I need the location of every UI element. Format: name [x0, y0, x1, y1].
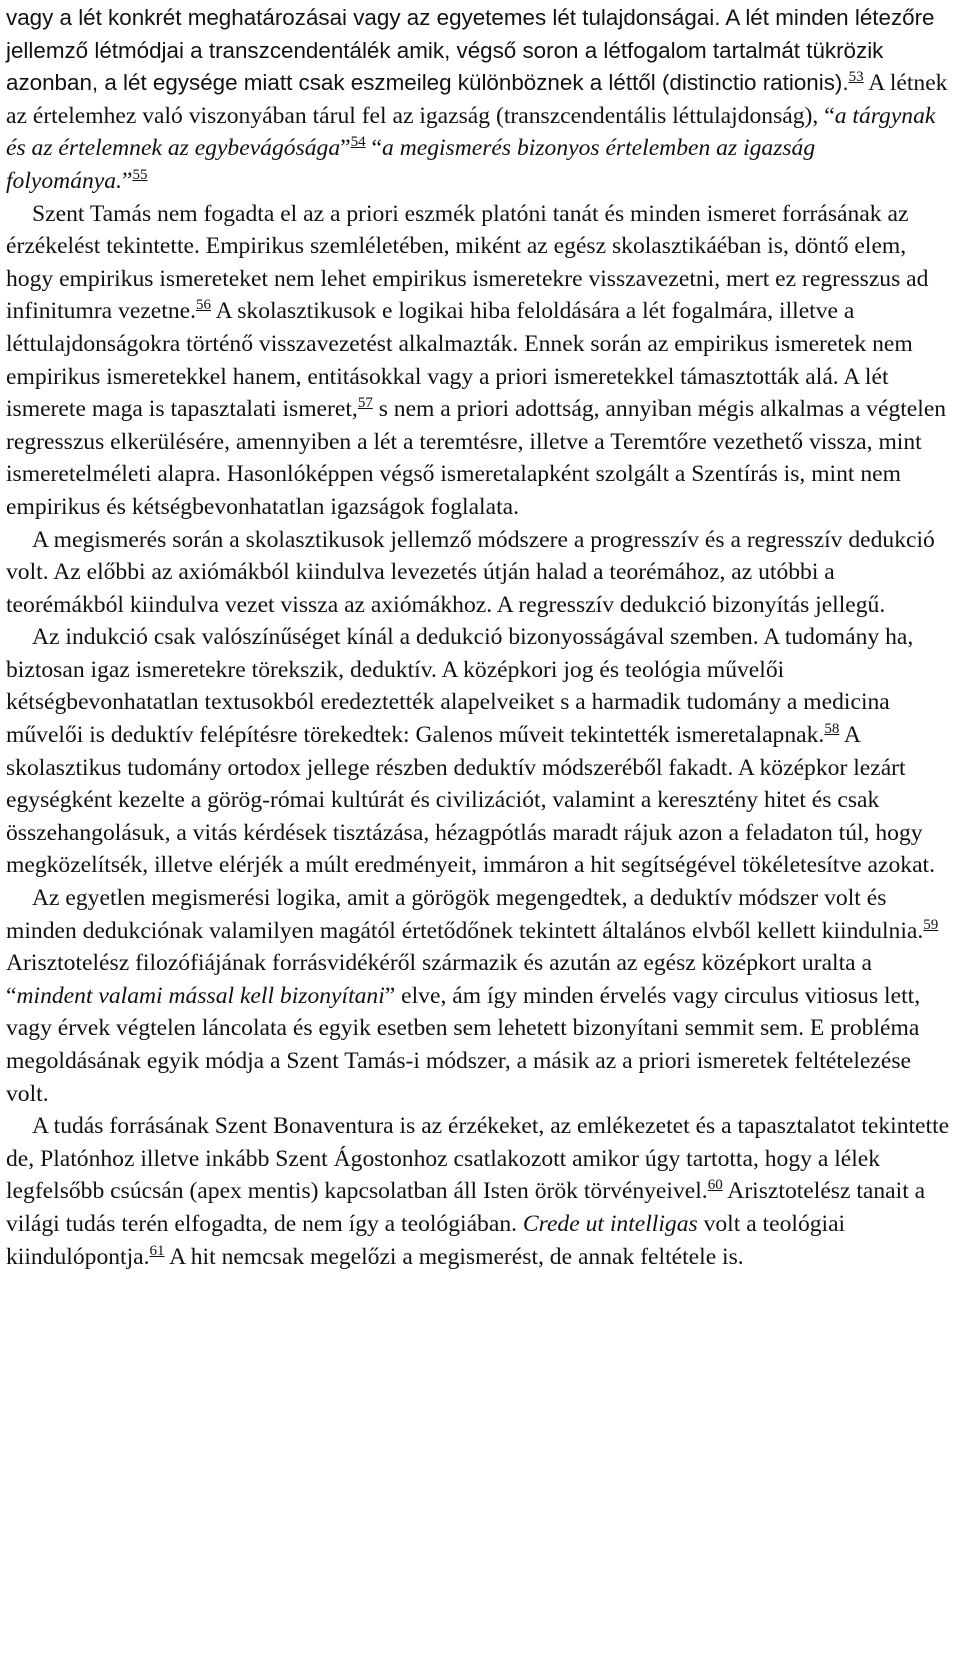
text-run: A tudás forrásának Szent Bonaventura is az érzékeket, az emlékezetet és a tapasztalatot tekintette de, Platónhoz illetve inkább Szent Ágostonhoz csatlakozott amikor úgy tartotta, hogy a lélek legfelsőbb csúcsán (apex mentis) kapcsolatban áll Isten örök törvényeivel.: [6, 1113, 950, 1205]
text-run: A skolasztikus tudomány ortodox jellege részben deduktív módszeréből fakadt. A középkor lezárt egységként kezelte a görög-római kultúrát és civilizációt, valamint a keresztény hitet és csak összehangolásuk, a vitás kérdések tisztázása, hézagpótlás maradt rájuk azon a feladaton túl, hogy megközelítsék, illetve elérjék a múlt eredményeit, immáron a hit segítségével tökéletesítve azokat.: [6, 722, 935, 879]
text-run: s nem a priori adottság, annyiban mégis alkalmas a végtelen regresszus elkerülésére, amennyiben a lét a teremtésre, illetve a Teremtőre vezethető vissza, mint ismeretelméleti alapra. Hasonlóképpen végső ismeretalapként szolgált a Szentírás is, mint nem empirikus és kétségbevonhatatlan igazságok foglalata.: [6, 396, 947, 520]
footnote-ref-57[interactable]: 57: [357, 395, 373, 412]
paragraph: [6, 524, 952, 622]
footnote-ref-59[interactable]: 59: [923, 916, 939, 933]
italic-quote: a tárgynak és az értelemnek az egybevágósága: [6, 102, 936, 162]
paragraph: [6, 1110, 952, 1273]
text-run: Arisztotelész tanait a világi tudás terén elfogadta, de nem így a teológiában.: [6, 1178, 926, 1237]
footnote-ref-55[interactable]: 55: [132, 166, 148, 183]
text-run: A hit nemcsak megelőzi a megismerést, de annak feltétele is.: [164, 1243, 744, 1270]
text-run: vagy a lét konkrét meghatározásai vagy az egyetemes lét tulajdonságai. A lét minden létezőre jellemző létmódjai a transzcendentálék amik, végső soron a létfogalom tartalmát tükrözik azonban, a lét egysége miatt csak eszmeileg különböznek a léttől (distinctio rationis).: [6, 5, 935, 96]
footnote-ref-58[interactable]: 58: [824, 721, 840, 738]
text-run: A létnek az értelemhez való viszonyában tárul fel az igazság (transzcendentális léttulajdonság), “: [6, 70, 948, 129]
paragraph: [6, 2, 952, 198]
text-run: ” elve, ám így minden érvelés vagy circulus vitiosus lett, vagy érvek végtelen láncolata és egyik esetben sem lehetett bizonyítani semmit sem. E probléma megoldásának egyik módja a Szent Tamás-i módszer, a másik az a priori ismeretek feltételezése volt.: [6, 982, 921, 1107]
text-run: A skolasztikusok e logikai hiba feloldására a lét fogalmára, illetve a léttulajdonságokra történő visszavezetést alkalmazták. Ennek során az empirikus ismeretek nem empirikus ismeretekkel hanem, entitásokkal vagy a priori ismeretekkel támasztották alá. A lét ismerete maga is tapasztalati ismeret,: [6, 298, 913, 423]
text-run: Az indukció csak valószínűséget kínál a dedukció bizonyosságával szemben. A tudomány ha, biztosan igaz ismeretekre törekszik, deduktív. A középkori jog és teológia művelői kétségbevonhatatlan textusokból eredeztették alapelveiket s a harmadik tudomány a medicina művelői is deduktív felépítésre törekedtek: Galenos műveit tekintették ismeretalapnak.: [6, 624, 914, 749]
italic-quote: a megismerés bizonyos értelemben az igazság folyománya.: [6, 135, 816, 194]
paragraph: [6, 882, 952, 1110]
footnote-ref-61[interactable]: 61: [149, 1242, 165, 1259]
footnote-ref-53[interactable]: 53: [848, 69, 864, 86]
italic-quote: Crede ut intelligas: [522, 1210, 698, 1237]
paragraph: [6, 198, 952, 524]
text-run: A megismerés során a skolasztikusok jellemző módszere a progresszív és a regresszív dedukció volt. Az előbbi az axiómákból kiindulva levezetés útján halad a teorémához, az utóbbi a teorémákból kiindulva vezet vissza az axiómákhoz. A regresszív dedukció bizonyítás jellegű.: [6, 526, 935, 618]
text-run: ”: [340, 135, 351, 162]
footnote-ref-56[interactable]: 56: [195, 297, 211, 314]
text-run: Az egyetlen megismerési logika, amit a görögök megengedtek, a deduktív módszer volt és minden dedukciónak valamilyen magától értetődőnek tekintett általános elvből kellett kiindulnia.: [6, 885, 924, 944]
footnote-ref-54[interactable]: 54: [350, 134, 366, 151]
text-run: “: [365, 135, 382, 162]
paragraph: [6, 621, 952, 882]
text-run: ”: [121, 167, 133, 194]
text-run: Szent Tamás nem fogadta el az a priori eszmék platóni tanát és minden ismeret forrásának az érzékelést tekintette. Empirikus szemléletében, miként az egész skolasztikáéban is, döntő elem, hogy empirikus ismereteket nem lehet empirikus ismeretekre visszavezetni, mert ez regresszus ad infinitumra vezetne.: [6, 200, 929, 325]
text-run: volt a teológiai kiindulópontja.: [6, 1210, 846, 1270]
italic-quote: mindent valami mással kell bizonyítani: [16, 982, 385, 1009]
text-run: Arisztotelész filozófiájának forrásvidékéről származik és azután az egész középkort uralta a “: [6, 950, 872, 1009]
footnote-ref-60[interactable]: 60: [707, 1177, 723, 1194]
